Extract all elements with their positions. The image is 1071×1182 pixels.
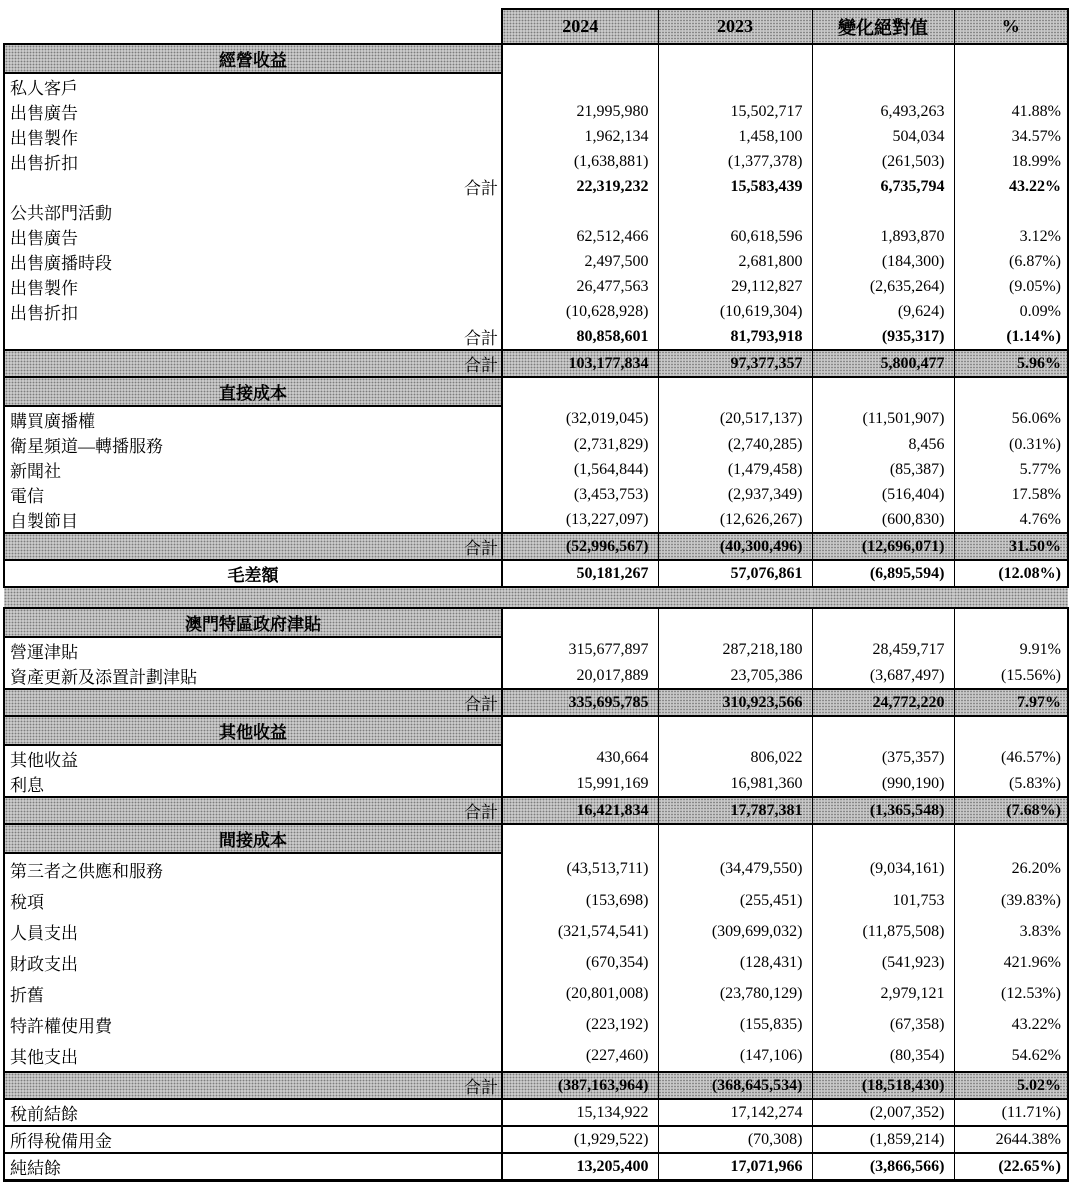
value-percent: (15.56%) (954, 663, 1068, 689)
value-percent: (39.83%) (954, 885, 1068, 916)
value-percent: (11.71%) (954, 1099, 1068, 1126)
row-label: 稅項 (4, 885, 502, 916)
value-2023: (34,479,550) (658, 853, 812, 885)
value-2024: 80,858,601 (502, 324, 658, 350)
value-percent: (9.05%) (954, 274, 1068, 299)
value-2024: (3,453,753) (502, 482, 658, 507)
data-row (4, 916, 1068, 947)
value-percent: 26.20% (954, 853, 1068, 885)
separator-band (4, 587, 1068, 608)
value-change: (3,866,566) (812, 1153, 954, 1181)
value-2024 (502, 73, 658, 99)
value-2024: (13,227,097) (502, 507, 658, 533)
value-change: (516,404) (812, 482, 954, 507)
value-percent: 4.76% (954, 507, 1068, 533)
value-percent: 0.09% (954, 299, 1068, 324)
value-change: 504,034 (812, 124, 954, 149)
row-label: 特許權使用費 (4, 1009, 502, 1040)
row-label: 毛差額 (4, 560, 502, 587)
value-change: (11,875,508) (812, 916, 954, 947)
value-2024: (670,354) (502, 947, 658, 978)
value-2024 (502, 377, 658, 406)
value-percent (954, 824, 1068, 853)
value-change: (67,358) (812, 1009, 954, 1040)
label-row (4, 199, 1068, 224)
data-row (4, 1040, 1068, 1072)
value-change: (600,830) (812, 507, 954, 533)
section-header-row (4, 716, 1068, 745)
row-label: 私人客戶 (4, 73, 502, 99)
data-row (4, 978, 1068, 1009)
data-row (4, 771, 1068, 797)
section-header-row (4, 44, 1068, 73)
row-label: 公共部門活動 (4, 199, 502, 224)
value-2023 (658, 44, 812, 73)
value-change (812, 716, 954, 745)
value-percent: 2644.38% (954, 1126, 1068, 1153)
value-2023: (2,740,285) (658, 432, 812, 457)
value-percent: 18.99% (954, 149, 1068, 174)
row-label: 新聞社 (4, 457, 502, 482)
data-row (4, 1009, 1068, 1040)
total-row (4, 797, 1068, 824)
value-2023: 60,618,596 (658, 224, 812, 249)
value-2024: (10,628,928) (502, 299, 658, 324)
row-label: 合計 (4, 174, 502, 199)
result-row (4, 1153, 1068, 1181)
value-percent: (12.08%) (954, 560, 1068, 587)
value-2024: 15,991,169 (502, 771, 658, 797)
value-2024: (32,019,045) (502, 406, 658, 432)
column-header-row (4, 9, 1068, 44)
value-change (812, 377, 954, 406)
value-change: (2,635,264) (812, 274, 954, 299)
header-col-2023: 2023 (658, 9, 812, 44)
value-change (812, 199, 954, 224)
value-percent: (46.57%) (954, 745, 1068, 771)
value-2023 (658, 377, 812, 406)
value-percent (954, 199, 1068, 224)
value-change (812, 824, 954, 853)
row-label: 資產更新及添置計劃津貼 (4, 663, 502, 689)
value-2023: 287,218,180 (658, 637, 812, 663)
section-title: 經營收益 (4, 44, 502, 73)
value-change (812, 44, 954, 73)
value-percent: 43.22% (954, 174, 1068, 199)
data-row (4, 224, 1068, 249)
value-change: 5,800,477 (812, 350, 954, 377)
data-row (4, 249, 1068, 274)
value-percent: (7.68%) (954, 797, 1068, 824)
row-label: 合計 (4, 350, 502, 377)
value-2024: 16,421,834 (502, 797, 658, 824)
value-2023: (1,377,378) (658, 149, 812, 174)
value-2024: (20,801,008) (502, 978, 658, 1009)
row-label: 稅前結餘 (4, 1099, 502, 1126)
header-col-percent: % (954, 9, 1068, 44)
value-percent: 7.97% (954, 689, 1068, 716)
value-2023: 17,787,381 (658, 797, 812, 824)
row-label: 出售折扣 (4, 299, 502, 324)
data-row (4, 299, 1068, 324)
value-percent: (5.83%) (954, 771, 1068, 797)
value-2024: (1,638,881) (502, 149, 658, 174)
value-2024 (502, 824, 658, 853)
value-change: (11,501,907) (812, 406, 954, 432)
financial-table (3, 8, 1069, 1182)
value-change (812, 587, 954, 608)
value-percent: 421.96% (954, 947, 1068, 978)
section-header-row (4, 377, 1068, 406)
value-percent: 3.83% (954, 916, 1068, 947)
value-2024: 22,319,232 (502, 174, 658, 199)
value-change: (1,859,214) (812, 1126, 954, 1153)
row-label: 其他支出 (4, 1040, 502, 1072)
value-change: (12,696,071) (812, 533, 954, 560)
section-header-row (4, 824, 1068, 853)
value-2024: (1,564,844) (502, 457, 658, 482)
value-2023: (1,479,458) (658, 457, 812, 482)
value-2023 (658, 824, 812, 853)
value-change: (541,923) (812, 947, 954, 978)
value-2023: (155,835) (658, 1009, 812, 1040)
total-row (4, 533, 1068, 560)
value-2023: (128,431) (658, 947, 812, 978)
value-2024: (1,929,522) (502, 1126, 658, 1153)
value-change: 24,772,220 (812, 689, 954, 716)
value-change: (85,387) (812, 457, 954, 482)
value-change (812, 73, 954, 99)
value-2024: 1,962,134 (502, 124, 658, 149)
value-change: 8,456 (812, 432, 954, 457)
value-2024: (321,574,541) (502, 916, 658, 947)
value-change: 2,979,121 (812, 978, 954, 1009)
section-title: 直接成本 (4, 377, 502, 406)
section-title: 其他收益 (4, 716, 502, 745)
value-percent (954, 587, 1068, 608)
value-2023 (658, 608, 812, 637)
data-row (4, 663, 1068, 689)
value-percent: 3.12% (954, 224, 1068, 249)
value-percent (954, 608, 1068, 637)
value-change: (18,518,430) (812, 1072, 954, 1099)
data-row (4, 947, 1068, 978)
value-change: 6,493,263 (812, 99, 954, 124)
data-row (4, 149, 1068, 174)
row-label: 財政支出 (4, 947, 502, 978)
result-row (4, 1099, 1068, 1126)
value-2023: 806,022 (658, 745, 812, 771)
value-change: (2,007,352) (812, 1099, 954, 1126)
data-row (4, 745, 1068, 771)
value-change (812, 608, 954, 637)
value-2023: 2,681,800 (658, 249, 812, 274)
value-2023: 17,142,274 (658, 1099, 812, 1126)
value-change: 1,893,870 (812, 224, 954, 249)
row-label: 衛星頻道—轉播服務 (4, 432, 502, 457)
value-2023: (255,451) (658, 885, 812, 916)
section-header-row (4, 608, 1068, 637)
value-2023: 23,705,386 (658, 663, 812, 689)
subtotal-row (4, 324, 1068, 350)
section-title: 間接成本 (4, 824, 502, 853)
value-2023 (658, 73, 812, 99)
value-2023: 1,458,100 (658, 124, 812, 149)
row-label: 人員支出 (4, 916, 502, 947)
value-change: (375,357) (812, 745, 954, 771)
value-2023: 97,377,357 (658, 350, 812, 377)
result-row (4, 1126, 1068, 1153)
row-label: 合計 (4, 533, 502, 560)
value-percent: 56.06% (954, 406, 1068, 432)
total-row (4, 689, 1068, 716)
row-label: 出售廣告 (4, 99, 502, 124)
value-percent: 9.91% (954, 637, 1068, 663)
data-row (4, 99, 1068, 124)
row-label: 出售折扣 (4, 149, 502, 174)
value-percent: 31.50% (954, 533, 1068, 560)
value-2023: 81,793,918 (658, 324, 812, 350)
value-change: (3,687,497) (812, 663, 954, 689)
header-col-2024: 2024 (502, 9, 658, 44)
row-label: 合計 (4, 1072, 502, 1099)
value-change: (990,190) (812, 771, 954, 797)
value-2023: 29,112,827 (658, 274, 812, 299)
value-2024: (223,192) (502, 1009, 658, 1040)
value-2024: (2,731,829) (502, 432, 658, 457)
data-row (4, 457, 1068, 482)
value-change: 101,753 (812, 885, 954, 916)
value-2023: 15,502,717 (658, 99, 812, 124)
value-percent: (6.87%) (954, 249, 1068, 274)
data-row (4, 124, 1068, 149)
value-2024: 315,677,897 (502, 637, 658, 663)
value-percent: 5.02% (954, 1072, 1068, 1099)
value-2023: 310,923,566 (658, 689, 812, 716)
value-percent: (0.31%) (954, 432, 1068, 457)
value-change: (9,034,161) (812, 853, 954, 885)
value-2024: 15,134,922 (502, 1099, 658, 1126)
value-2023: 16,981,360 (658, 771, 812, 797)
value-2024: 50,181,267 (502, 560, 658, 587)
value-2023: (368,645,534) (658, 1072, 812, 1099)
row-label: 購買廣播權 (4, 406, 502, 432)
row-label: 其他收益 (4, 745, 502, 771)
row-label: 營運津貼 (4, 637, 502, 663)
value-2024: 430,664 (502, 745, 658, 771)
value-change: (935,317) (812, 324, 954, 350)
value-2023: (309,699,032) (658, 916, 812, 947)
value-2024: (52,996,567) (502, 533, 658, 560)
row-label: 第三者之供應和服務 (4, 853, 502, 885)
value-2024 (502, 44, 658, 73)
header-empty-cell (4, 9, 502, 44)
row-label: 純結餘 (4, 1153, 502, 1181)
value-2023: (23,780,129) (658, 978, 812, 1009)
value-change: 28,459,717 (812, 637, 954, 663)
value-2023: (70,308) (658, 1126, 812, 1153)
value-2024: 20,017,889 (502, 663, 658, 689)
value-2024 (502, 716, 658, 745)
value-percent: 43.22% (954, 1009, 1068, 1040)
value-2024: 13,205,400 (502, 1153, 658, 1181)
row-label: 合計 (4, 324, 502, 350)
row-label: 出售廣播時段 (4, 249, 502, 274)
value-percent: 5.77% (954, 457, 1068, 482)
data-row (4, 507, 1068, 533)
value-2023 (658, 716, 812, 745)
value-percent: 54.62% (954, 1040, 1068, 1072)
value-2023: (10,619,304) (658, 299, 812, 324)
value-2023: (40,300,496) (658, 533, 812, 560)
value-change: (6,895,594) (812, 560, 954, 587)
value-2024: 26,477,563 (502, 274, 658, 299)
value-percent: (1.14%) (954, 324, 1068, 350)
value-2024: 2,497,500 (502, 249, 658, 274)
value-2024: (43,513,711) (502, 853, 658, 885)
value-percent: 41.88% (954, 99, 1068, 124)
data-row (4, 274, 1068, 299)
value-2023: (12,626,267) (658, 507, 812, 533)
total-row (4, 1072, 1068, 1099)
row-label: 所得稅備用金 (4, 1126, 502, 1153)
data-row (4, 406, 1068, 432)
value-percent (954, 73, 1068, 99)
row-label: 出售製作 (4, 124, 502, 149)
data-row (4, 637, 1068, 663)
data-row (4, 482, 1068, 507)
value-change: (261,503) (812, 149, 954, 174)
label-row (4, 73, 1068, 99)
value-2024: (387,163,964) (502, 1072, 658, 1099)
row-label: 利息 (4, 771, 502, 797)
value-change: (184,300) (812, 249, 954, 274)
value-2023: (2,937,349) (658, 482, 812, 507)
row-label: 自製節目 (4, 507, 502, 533)
data-row (4, 885, 1068, 916)
row-label: 合計 (4, 689, 502, 716)
data-row (4, 432, 1068, 457)
table-body (4, 44, 1068, 1181)
value-2023: 17,071,966 (658, 1153, 812, 1181)
value-percent (954, 377, 1068, 406)
value-change: 6,735,794 (812, 174, 954, 199)
value-2024: 21,995,980 (502, 99, 658, 124)
value-change: (1,365,548) (812, 797, 954, 824)
value-2024: (227,460) (502, 1040, 658, 1072)
subtotal-row (4, 174, 1068, 199)
value-change: (80,354) (812, 1040, 954, 1072)
row-label: 出售廣告 (4, 224, 502, 249)
row-label: 合計 (4, 797, 502, 824)
value-2024: 62,512,466 (502, 224, 658, 249)
data-row (4, 853, 1068, 885)
value-2024 (502, 199, 658, 224)
value-percent: 17.58% (954, 482, 1068, 507)
value-2024: (153,698) (502, 885, 658, 916)
value-percent (954, 716, 1068, 745)
value-percent: 5.96% (954, 350, 1068, 377)
row-label: 折舊 (4, 978, 502, 1009)
value-2023 (658, 199, 812, 224)
total-row (4, 350, 1068, 377)
value-2023: (20,517,137) (658, 406, 812, 432)
value-percent: (22.65%) (954, 1153, 1068, 1181)
header-col-change: 變化絕對值 (812, 9, 954, 44)
value-2024 (502, 587, 658, 608)
row-label: 電信 (4, 482, 502, 507)
value-2024: 103,177,834 (502, 350, 658, 377)
value-2023: 57,076,861 (658, 560, 812, 587)
row-label: 出售製作 (4, 274, 502, 299)
value-2024: 335,695,785 (502, 689, 658, 716)
value-change: (9,624) (812, 299, 954, 324)
value-2023: (147,106) (658, 1040, 812, 1072)
gross-margin-row (4, 560, 1068, 587)
value-percent: 34.57% (954, 124, 1068, 149)
value-2023: 15,583,439 (658, 174, 812, 199)
value-2024 (502, 608, 658, 637)
section-title: 澳門特區政府津貼 (4, 608, 502, 637)
row-label (4, 587, 502, 608)
value-percent: (12.53%) (954, 978, 1068, 1009)
value-percent (954, 44, 1068, 73)
value-2023 (658, 587, 812, 608)
